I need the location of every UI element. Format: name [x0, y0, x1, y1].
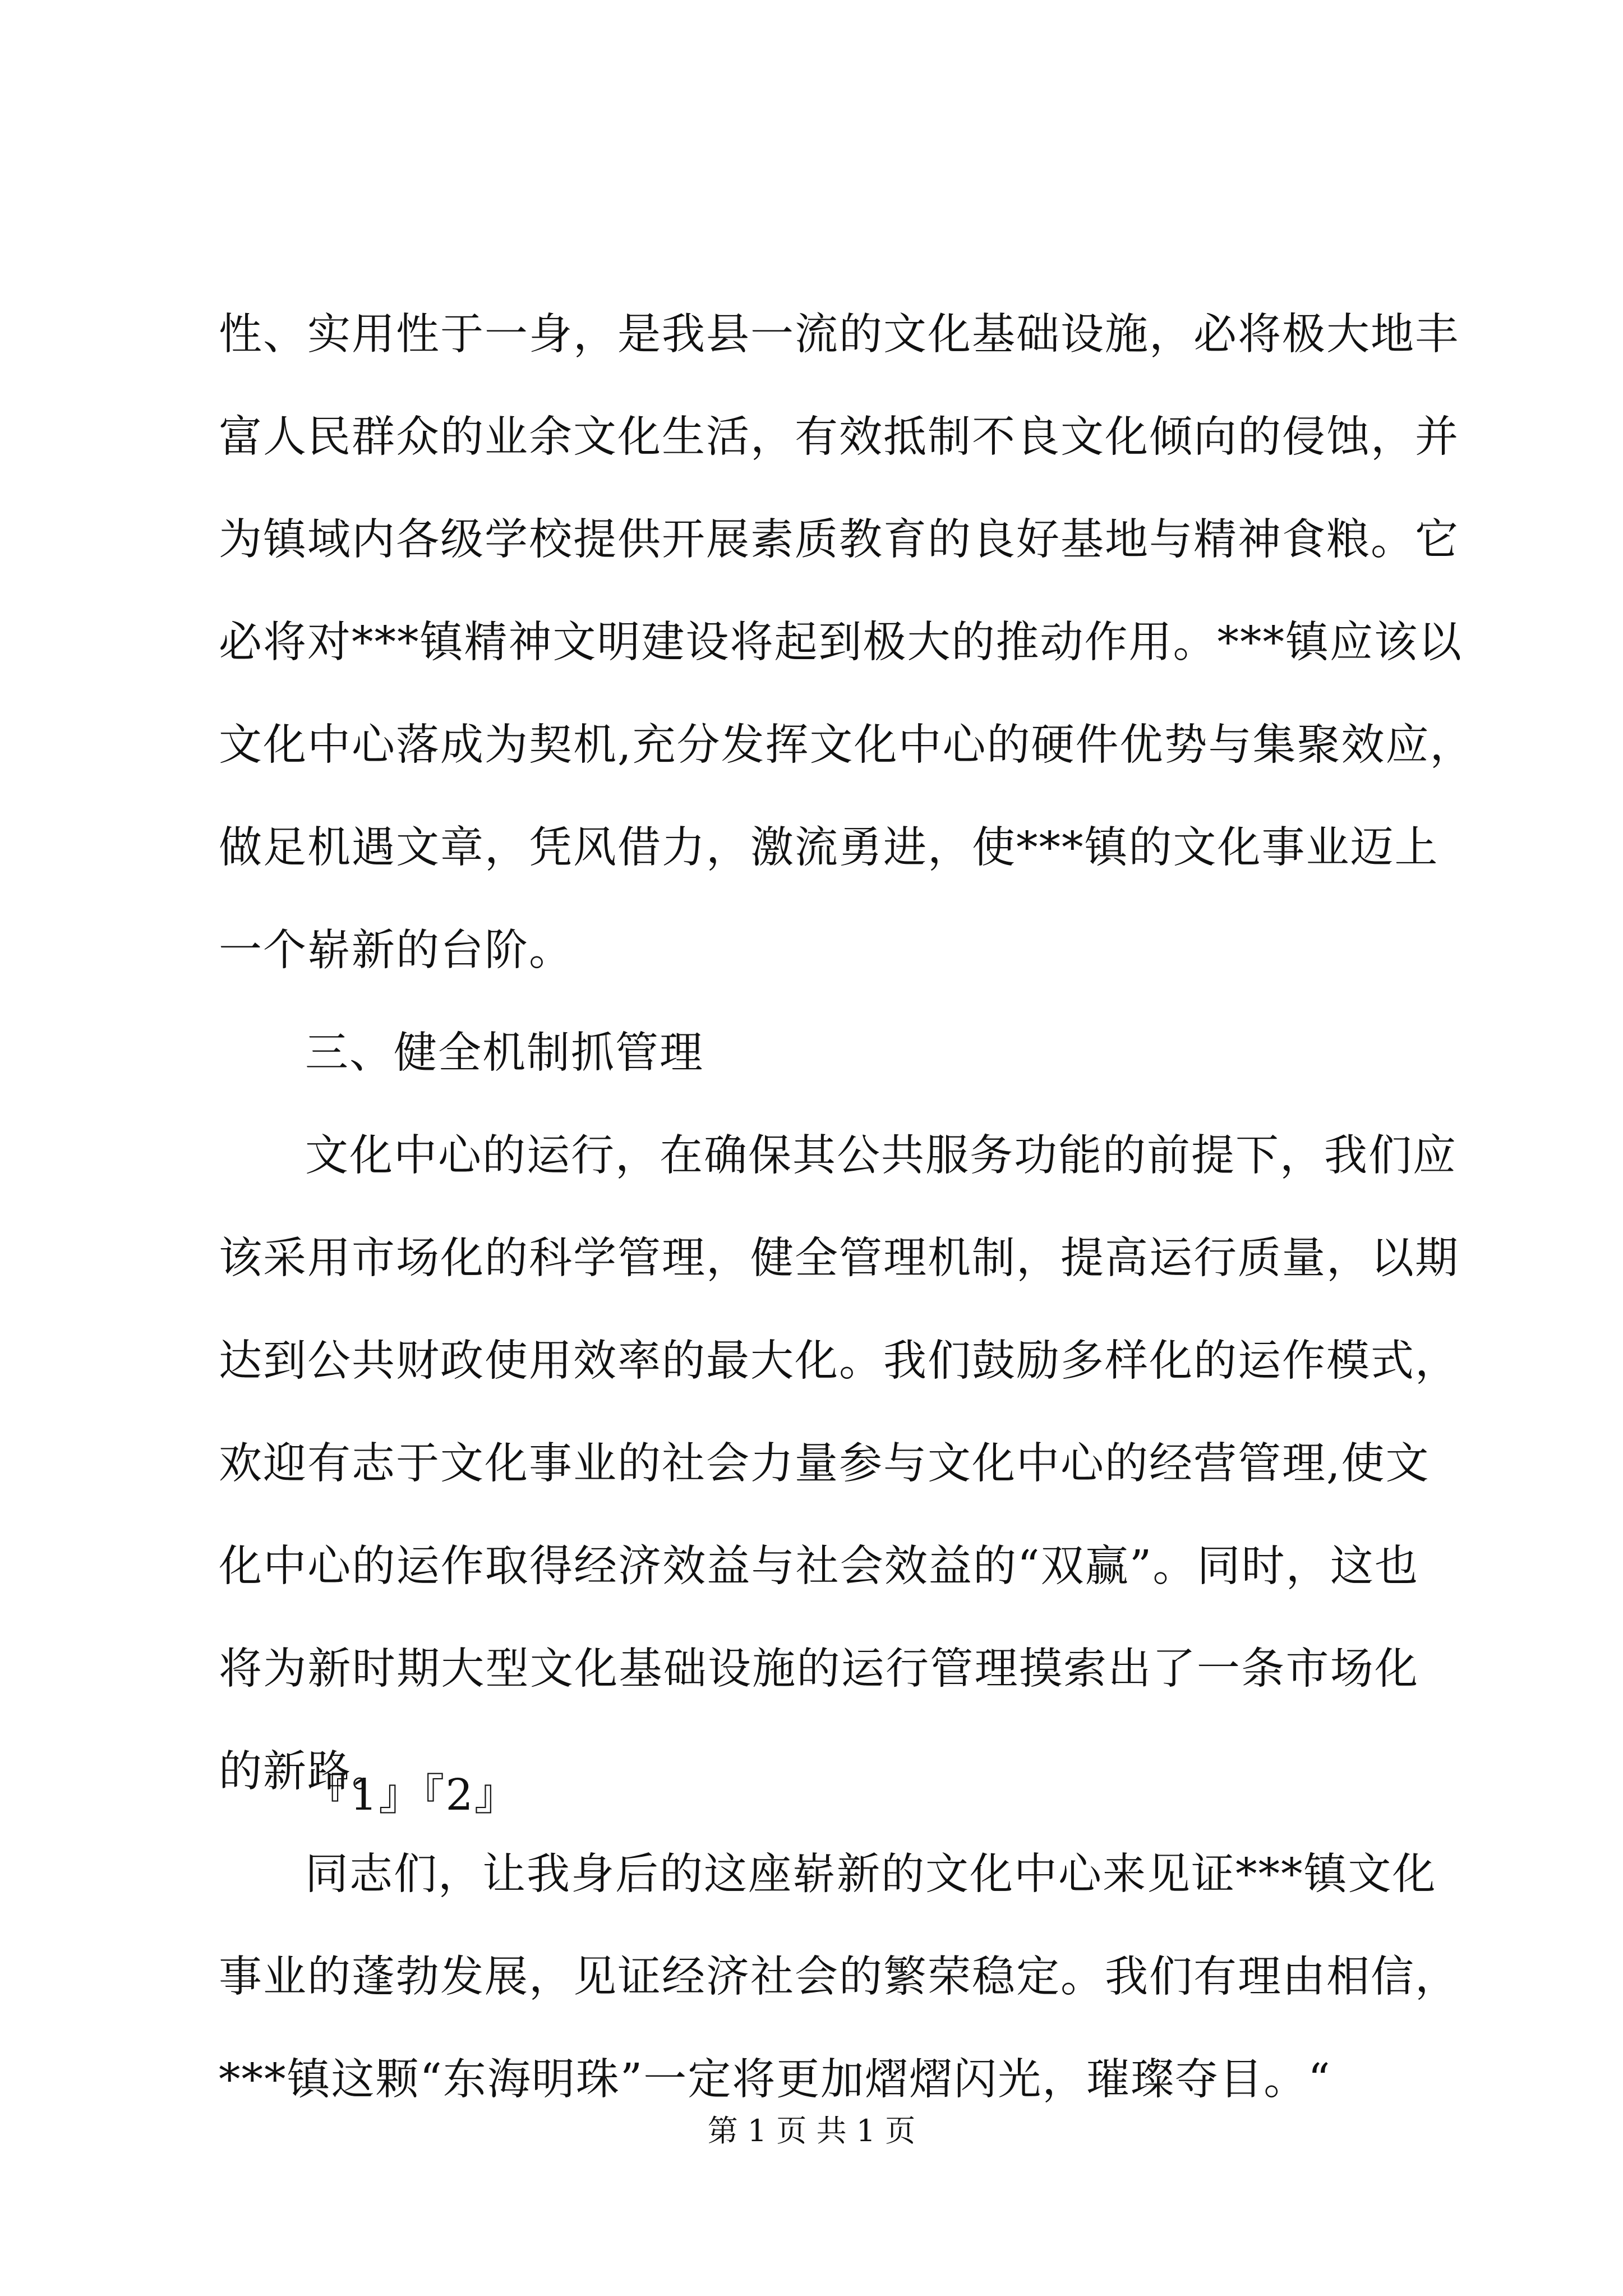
paragraph-line: 文化中心的运行，在确保其公共服务功能的前提下，我们应	[305, 1131, 1457, 1181]
paragraph-2	[219, 1105, 1459, 1823]
page-references: 『1』『2』	[306, 1770, 519, 1820]
paragraph-line: 必将对***镇精神文明建设将起到极大的推动作用。***镇应该以	[219, 618, 1463, 668]
document-body	[219, 283, 1474, 2131]
paragraph-line: 同志们，让我身后的这座崭新的文化中心来见证***镇文化	[305, 1849, 1437, 1899]
paragraph-line: 一个崭新的台阶。	[219, 926, 573, 976]
section-heading: 三、健全机制抓管理	[305, 1028, 704, 1078]
paragraph-1	[219, 283, 1474, 1002]
paragraph-line: 的新路。	[219, 1747, 396, 1797]
paragraph-line: 文化中心落成为契机,充分发挥文化中心的硬件优势与集聚效应，	[219, 720, 1474, 770]
page-footer: 第 1 页 共 1 页	[707, 2113, 916, 2148]
paragraph-line: 欢迎有志于文化事业的社会力量参与文化中心的经营管理,使文	[219, 1439, 1430, 1489]
paragraph-line: 为镇域内各级学校提供开展素质教育的良好基地与精神食粮。它	[219, 515, 1459, 565]
paragraph-line: 达到公共财政使用效率的最大化。我们鼓励多样化的运作模式，	[219, 1336, 1459, 1386]
paragraph-line: ***镇这颗“东海明珠”一定将更加熠熠闪光，璀璨夺目。“	[219, 2055, 1331, 2105]
paragraph-line: 富人民群众的业余文化生活，有效抵制不良文化倾向的侵蚀，并	[219, 412, 1459, 462]
paragraph-line: 化中心的运作取得经济效益与社会效益的“双赢”。同时，这也	[219, 1542, 1419, 1591]
paragraph-line: 该采用市场化的科学管理，健全管理机制，提高运行质量，以期	[219, 1234, 1459, 1283]
paragraph-3	[219, 1823, 1459, 2131]
paragraph-line: 事业的蓬勃发展，见证经济社会的繁荣稳定。我们有理由相信，	[219, 1952, 1459, 2002]
paragraph-line: 做足机遇文章，凭风借力，激流勇进，使***镇的文化事业迈上	[219, 823, 1439, 873]
paragraph-line: 性、实用性于一身，是我县一流的文化基础设施，必将极大地丰	[219, 310, 1459, 360]
paragraph-line: 将为新时期大型文化基础设施的运行管理摸索出了一条市场化	[219, 1644, 1419, 1694]
